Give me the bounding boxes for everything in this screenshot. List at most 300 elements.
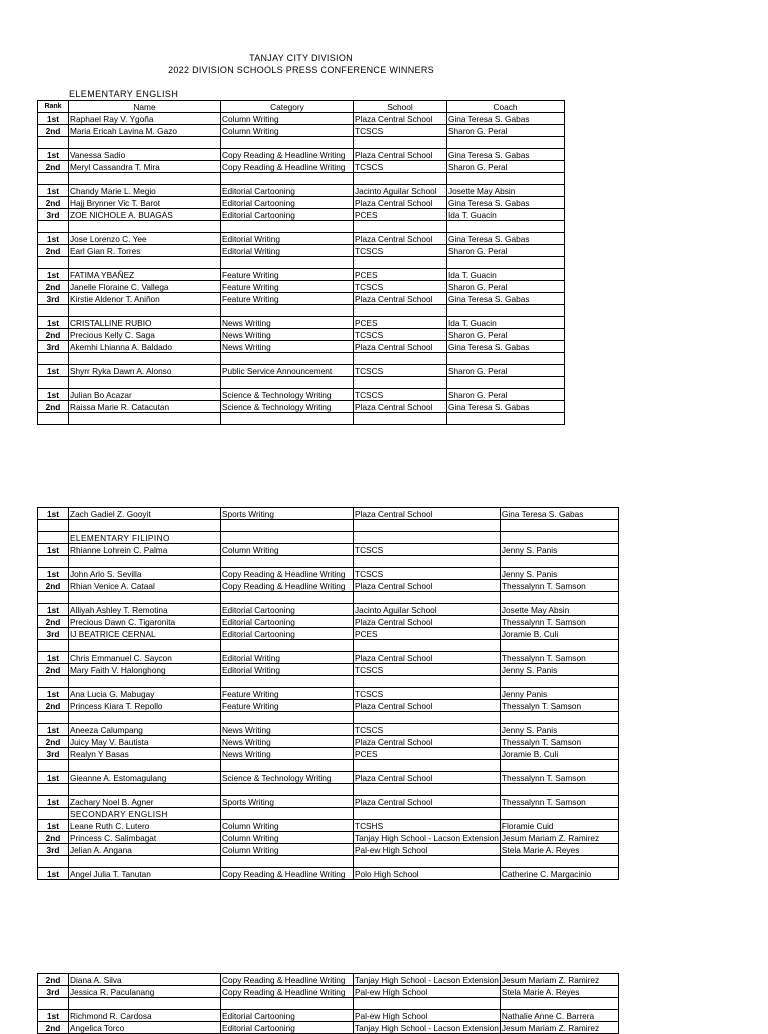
cell-category	[221, 676, 354, 688]
cell-school: Plaza Central School	[354, 197, 447, 209]
cell-coach: Jenny S. Panis	[500, 568, 618, 580]
cell-rank: 2nd	[38, 1022, 69, 1034]
table-row	[38, 329, 565, 341]
document-subtitle: 2022 DIVISION SCHOOLS PRESS CONFERENCE WINNERS	[168, 65, 434, 75]
table-row	[38, 149, 565, 161]
cell-category: Copy Reading & Headline Writing	[221, 149, 354, 161]
cell-school: Plaza Central School	[354, 796, 501, 808]
cell-name: Rhian Venice A. Cataal	[69, 580, 221, 592]
cell-category: Editorial Writing	[221, 652, 354, 664]
table-row	[38, 341, 565, 353]
cell-category: Feature Writing	[221, 269, 354, 281]
cell-rank: 2nd	[38, 161, 69, 173]
cell-name: Angelica Torco	[69, 1022, 221, 1034]
cell-rank: 1st	[38, 652, 69, 664]
table-row	[38, 628, 619, 640]
cell-coach	[500, 520, 618, 532]
blank-row	[38, 305, 565, 317]
cell-name	[69, 173, 221, 185]
cell-school: TCSCS	[354, 161, 447, 173]
winners-table-page1	[37, 100, 565, 425]
cell-coach: Thessalynn T. Samson	[500, 772, 618, 784]
cell-name	[69, 556, 221, 568]
cell-name: Precious Dawn C. Tigaronita	[69, 616, 221, 628]
cell-coach: Gina Teresa S. Gabas	[447, 293, 565, 305]
blank-row	[38, 221, 565, 233]
cell-rank: 2nd	[38, 197, 69, 209]
cell-name	[69, 413, 221, 425]
cell-school: PCES	[354, 317, 447, 329]
cell-coach: Stela Marie A. Reyes	[500, 986, 618, 998]
cell-coach	[447, 377, 565, 389]
cell-name: CRISTALLINE RUBIO	[69, 317, 221, 329]
table-row	[38, 736, 619, 748]
table-row	[38, 389, 565, 401]
cell-coach: Jenny S. Panis	[500, 544, 618, 556]
blank-row	[38, 173, 565, 185]
cell-name	[69, 305, 221, 317]
cell-rank: 2nd	[38, 974, 69, 986]
cell-name: Rhianne Lohrein C. Palma	[69, 544, 221, 556]
cell-name: John Arlo S. Sevilla	[69, 568, 221, 580]
cell-coach	[500, 556, 618, 568]
cell-name	[69, 221, 221, 233]
cell-name: Alliyah Ashley T. Remotina	[69, 604, 221, 616]
cell-category: Feature Writing	[221, 700, 354, 712]
cell-school: TCSCS	[354, 724, 501, 736]
table-row	[38, 868, 619, 880]
cell-category: Public Service Announcement	[221, 365, 354, 377]
table-row	[38, 772, 619, 784]
cell-name: Chandy Marie L. Megio	[69, 185, 221, 197]
cell-name	[69, 676, 221, 688]
cell-category: News Writing	[221, 341, 354, 353]
cell-category: News Writing	[221, 736, 354, 748]
cell-rank: 2nd	[38, 329, 69, 341]
table-row	[38, 1010, 619, 1022]
cell-school	[354, 556, 501, 568]
blank-row	[38, 676, 619, 688]
table-row	[38, 293, 565, 305]
cell-category	[221, 640, 354, 652]
cell-name: Juicy May V. Bautista	[69, 736, 221, 748]
cell-school	[354, 305, 447, 317]
cell-rank	[38, 137, 69, 149]
cell-name: Zach Gadiel Z. Gooyit	[69, 508, 221, 520]
cell-school	[354, 221, 447, 233]
cell-rank	[38, 257, 69, 269]
cell-rank: 1st	[38, 544, 69, 556]
cell-school: Plaza Central School	[354, 341, 447, 353]
cell-category: Science & Technology Writing	[221, 401, 354, 413]
cell-category: Editorial Cartooning	[221, 604, 354, 616]
cell-name: Maria Ericah Lavina M. Gazo	[69, 125, 221, 137]
cell-school: Tanjay High School - Lacson Extension	[355, 1022, 499, 1033]
cell-rank: 3rd	[38, 209, 69, 221]
cell-category	[221, 556, 354, 568]
cell-school: Plaza Central School	[354, 652, 501, 664]
cell-category: Editorial Cartooning	[221, 628, 354, 640]
cell-category: Editorial Writing	[221, 664, 354, 676]
table-row	[38, 568, 619, 580]
cell-rank: 1st	[38, 233, 69, 245]
cell-rank	[38, 808, 69, 820]
cell-category	[221, 377, 354, 389]
cell-school: TCSHS	[354, 820, 501, 832]
cell-category	[221, 998, 354, 1010]
cell-school: TCSCS	[354, 664, 501, 676]
cell-rank: 2nd	[38, 281, 69, 293]
table-row	[38, 209, 565, 221]
cell-category: Editorial Cartooning	[221, 616, 354, 628]
cell-rank: 1st	[38, 772, 69, 784]
cell-name: Angel Julia T. Tanutan	[69, 868, 221, 880]
cell-rank: 3rd	[38, 748, 69, 760]
table-row	[38, 401, 565, 413]
cell-name	[69, 520, 221, 532]
cell-rank: 1st	[38, 269, 69, 281]
cell-school	[354, 532, 501, 544]
cell-coach	[500, 640, 618, 652]
cell-rank: 1st	[38, 820, 69, 832]
cell-rank	[38, 556, 69, 568]
cell-school: TCSCS	[354, 544, 501, 556]
cell-category: Column Writing	[221, 113, 354, 125]
cell-school: Plaza Central School	[354, 736, 501, 748]
cell-rank	[38, 998, 69, 1010]
cell-school	[354, 998, 501, 1010]
cell-category	[221, 808, 354, 820]
section-heading-elementary-english: ELEMENTARY ENGLISH	[69, 89, 179, 99]
table-row	[38, 281, 565, 293]
cell-name: Leane Ruth C. Lutero	[69, 820, 221, 832]
cell-rank: 1st	[38, 113, 69, 125]
cell-name: Vanessa Sadio	[69, 149, 221, 161]
cell-coach: Jesum Mariam Z. Ramirez	[500, 832, 618, 844]
cell-category: News Writing	[221, 724, 354, 736]
cell-category	[221, 257, 354, 269]
cell-school	[354, 760, 501, 772]
blank-row	[38, 413, 565, 425]
cell-coach	[500, 808, 618, 820]
cell-coach	[447, 353, 565, 365]
cell-rank	[38, 520, 69, 532]
cell-name	[69, 784, 221, 796]
cell-school: Tanjay High School - Lacson Extension	[355, 832, 499, 843]
cell-category: Column Writing	[221, 844, 354, 856]
cell-category: Science & Technology Writing	[221, 389, 354, 401]
blank-row	[38, 377, 565, 389]
cell-name: Ana Lucia G. Mabugay	[69, 688, 221, 700]
cell-category: Copy Reading & Headline Writing	[221, 974, 354, 986]
cell-school: TCSCS	[354, 365, 447, 377]
cell-coach: Gina Teresa S. Gabas	[500, 508, 618, 520]
table-row	[38, 245, 565, 257]
cell-category	[221, 221, 354, 233]
cell-coach: Ida T. Guacin	[447, 317, 565, 329]
table-row	[38, 796, 619, 808]
cell-rank: 1st	[38, 568, 69, 580]
table-row	[38, 113, 565, 125]
table-row	[38, 508, 619, 520]
cell-name: Kirstie Aldenor T. Aniñon	[69, 293, 221, 305]
cell-name	[69, 760, 221, 772]
table-row	[38, 986, 619, 998]
header-name: Name	[69, 101, 221, 113]
table-row	[38, 544, 619, 556]
header-coach: Coach	[447, 101, 565, 113]
cell-coach: Gina Teresa S. Gabas	[447, 197, 565, 209]
cell-category: Editorial Cartooning	[221, 209, 354, 221]
cell-rank	[38, 377, 69, 389]
cell-coach: Thessalynn T. Samson	[500, 580, 618, 592]
table-row	[38, 1022, 619, 1034]
table-row	[38, 197, 565, 209]
cell-rank: 2nd	[38, 401, 69, 413]
cell-coach: Sharon G. Peral	[447, 281, 565, 293]
blank-row	[38, 760, 619, 772]
cell-rank: 1st	[38, 149, 69, 161]
cell-school	[354, 640, 501, 652]
cell-rank: 2nd	[38, 125, 69, 137]
cell-rank: 1st	[38, 724, 69, 736]
cell-school: TCSCS	[354, 245, 447, 257]
cell-category: Editorial Writing	[221, 245, 354, 257]
table-row	[38, 748, 619, 760]
cell-name: IJ BEATRICE CERNAL	[69, 628, 221, 640]
table-row	[38, 832, 619, 844]
cell-school	[354, 784, 501, 796]
cell-rank: 2nd	[38, 616, 69, 628]
cell-rank: 1st	[38, 796, 69, 808]
cell-rank: 1st	[38, 389, 69, 401]
blank-row	[38, 353, 565, 365]
cell-coach	[500, 712, 618, 724]
cell-rank: 3rd	[38, 341, 69, 353]
cell-coach	[500, 532, 618, 544]
cell-category: Feature Writing	[221, 293, 354, 305]
cell-school	[354, 257, 447, 269]
cell-category: News Writing	[221, 317, 354, 329]
document-title: TANJAY CITY DIVISION	[249, 53, 353, 63]
cell-rank: 1st	[38, 508, 69, 520]
cell-rank: 1st	[38, 365, 69, 377]
cell-name: Shyrr Ryka Dawn A. Alonso	[69, 365, 221, 377]
cell-rank: 2nd	[38, 736, 69, 748]
cell-name: ZOE NICHOLE A. BUAGAS	[69, 209, 221, 221]
cell-category: Column Writing	[221, 820, 354, 832]
cell-rank	[38, 173, 69, 185]
blank-row	[38, 998, 619, 1010]
cell-rank	[38, 413, 69, 425]
cell-category: Copy Reading & Headline Writing	[221, 161, 354, 173]
blank-row	[38, 640, 619, 652]
cell-school: Plaza Central School	[354, 233, 447, 245]
cell-rank: 2nd	[38, 245, 69, 257]
cell-coach: Thessalynn T. Samson	[500, 616, 618, 628]
cell-category: Editorial Writing	[221, 233, 354, 245]
cell-coach	[447, 137, 565, 149]
cell-coach: Jesum Mariam Z. Ramirez	[500, 1022, 618, 1034]
cell-coach: Sharon G. Peral	[447, 125, 565, 137]
cell-school: Plaza Central School	[354, 700, 501, 712]
cell-category: Column Writing	[221, 544, 354, 556]
cell-coach: Gina Teresa S. Gabas	[447, 341, 565, 353]
table-row	[38, 604, 619, 616]
cell-coach: Gina Teresa S. Gabas	[447, 113, 565, 125]
cell-coach: Stela Marie A. Reyes	[500, 844, 618, 856]
cell-category: Column Writing	[221, 125, 354, 137]
cell-school: Pal-ew High School	[354, 844, 501, 856]
cell-school: TCSCS	[354, 688, 501, 700]
cell-category: Editorial Cartooning	[221, 1010, 354, 1022]
cell-coach: Thessalyn T. Samson	[500, 700, 618, 712]
cell-rank	[38, 856, 69, 868]
cell-name: Gieanne A. Estomagulang	[69, 772, 221, 784]
blank-row	[38, 556, 619, 568]
cell-name	[69, 640, 221, 652]
cell-school: PCES	[354, 628, 501, 640]
cell-rank: 1st	[38, 317, 69, 329]
cell-school: Jacinto Aguilar School	[354, 185, 447, 197]
cell-name: Hajj Brynner Vic T. Barot	[69, 197, 221, 209]
cell-name: Diana A. Silva	[69, 974, 221, 986]
cell-coach: Sharon G. Peral	[447, 389, 565, 401]
table-row	[38, 724, 619, 736]
cell-category: Feature Writing	[221, 688, 354, 700]
cell-name: Raphael Ray V. Ygoña	[69, 113, 221, 125]
cell-coach: Joramie B. Culi	[500, 628, 618, 640]
cell-coach: Catherine C. Margacinio	[500, 868, 618, 880]
header-rank: Rank	[38, 101, 69, 113]
table-row	[38, 125, 565, 137]
blank-row	[38, 592, 619, 604]
cell-coach: Thessalynn T. Samson	[500, 652, 618, 664]
cell-coach	[500, 784, 618, 796]
header-category: Category	[221, 101, 354, 113]
cell-school: Plaza Central School	[354, 580, 501, 592]
cell-coach: Gina Teresa S. Gabas	[447, 149, 565, 161]
cell-coach: Jenny Panis	[500, 688, 618, 700]
cell-name: Princess C. Salimbagat	[69, 832, 221, 844]
cell-coach: Ida T. Guacin	[447, 269, 565, 281]
blank-row	[38, 137, 565, 149]
blank-row	[38, 712, 619, 724]
cell-school: Tanjay High School - Lacson Extension	[355, 974, 499, 985]
cell-category	[221, 305, 354, 317]
cell-category: Copy Reading & Headline Writing	[221, 868, 354, 880]
cell-coach: Thessalyn T. Samson	[500, 736, 618, 748]
table-row	[38, 974, 619, 986]
cell-coach	[447, 221, 565, 233]
cell-category: Editorial Cartooning	[221, 197, 354, 209]
cell-name	[69, 257, 221, 269]
cell-name	[69, 137, 221, 149]
cell-coach: Ida T. Guacin	[447, 209, 565, 221]
cell-school: Pal-ew High School	[354, 1010, 501, 1022]
cell-school: Plaza Central School	[354, 401, 447, 413]
cell-rank: 1st	[38, 868, 69, 880]
cell-rank	[38, 640, 69, 652]
cell-school: Polo High School	[354, 868, 501, 880]
cell-category: Sports Writing	[221, 508, 354, 520]
table-row	[38, 616, 619, 628]
table-row	[38, 664, 619, 676]
cell-school: TCSCS	[354, 281, 447, 293]
cell-category	[221, 592, 354, 604]
cell-category: Science & Technology Writing	[221, 772, 354, 784]
cell-category: Feature Writing	[221, 281, 354, 293]
cell-category	[221, 173, 354, 185]
cell-coach: Sharon G. Peral	[447, 329, 565, 341]
cell-coach: Floramie Cuid	[500, 820, 618, 832]
cell-school: PCES	[354, 209, 447, 221]
cell-category	[221, 353, 354, 365]
table-row	[38, 580, 619, 592]
cell-rank: 3rd	[38, 986, 69, 998]
cell-coach: Sharon G. Peral	[447, 245, 565, 257]
cell-name	[69, 353, 221, 365]
cell-coach	[500, 676, 618, 688]
table-row	[38, 233, 565, 245]
cell-category	[221, 532, 354, 544]
cell-name: Jose Lorenzo C. Yee	[69, 233, 221, 245]
cell-rank	[38, 784, 69, 796]
cell-school: Plaza Central School	[354, 616, 501, 628]
cell-school	[354, 520, 501, 532]
cell-name: FATIMA YBAÑEZ	[69, 269, 221, 281]
cell-name: Earl Gian R. Torres	[69, 245, 221, 257]
section-subheading-row	[38, 808, 619, 820]
cell-rank	[38, 353, 69, 365]
table-row	[38, 652, 619, 664]
cell-name: Precious Kelly C. Saga	[69, 329, 221, 341]
cell-coach	[447, 413, 565, 425]
blank-row	[38, 520, 619, 532]
table-row	[38, 688, 619, 700]
cell-coach	[500, 592, 618, 604]
cell-coach	[500, 760, 618, 772]
cell-school: PCES	[354, 748, 501, 760]
cell-name: Chris Emmanuel C. Saycon	[69, 652, 221, 664]
cell-name: Realyn Y Basas	[69, 748, 221, 760]
cell-school	[354, 377, 447, 389]
table-row	[38, 820, 619, 832]
cell-name: ELEMENTARY FILIPINO	[69, 532, 221, 544]
cell-category	[221, 520, 354, 532]
cell-name: SECONDARY ENGLISH	[69, 808, 221, 820]
cell-category	[221, 856, 354, 868]
cell-name: Princess Kiara T. Repollo	[69, 700, 221, 712]
cell-coach: Josette May Absin	[500, 604, 618, 616]
cell-coach	[500, 856, 618, 868]
cell-coach: Sharon G. Peral	[447, 365, 565, 377]
cell-category	[221, 137, 354, 149]
cell-school	[354, 137, 447, 149]
cell-category: Sports Writing	[221, 796, 354, 808]
cell-school	[354, 353, 447, 365]
cell-rank: 3rd	[38, 628, 69, 640]
cell-category: News Writing	[221, 329, 354, 341]
cell-school: Jacinto Aguilar School	[354, 604, 501, 616]
table-header-row	[38, 101, 565, 113]
cell-coach: Thessalynn T. Samson	[500, 796, 618, 808]
table-row	[38, 700, 619, 712]
table-row	[38, 365, 565, 377]
cell-rank	[38, 676, 69, 688]
header-school: School	[354, 101, 447, 113]
cell-rank: 2nd	[38, 700, 69, 712]
